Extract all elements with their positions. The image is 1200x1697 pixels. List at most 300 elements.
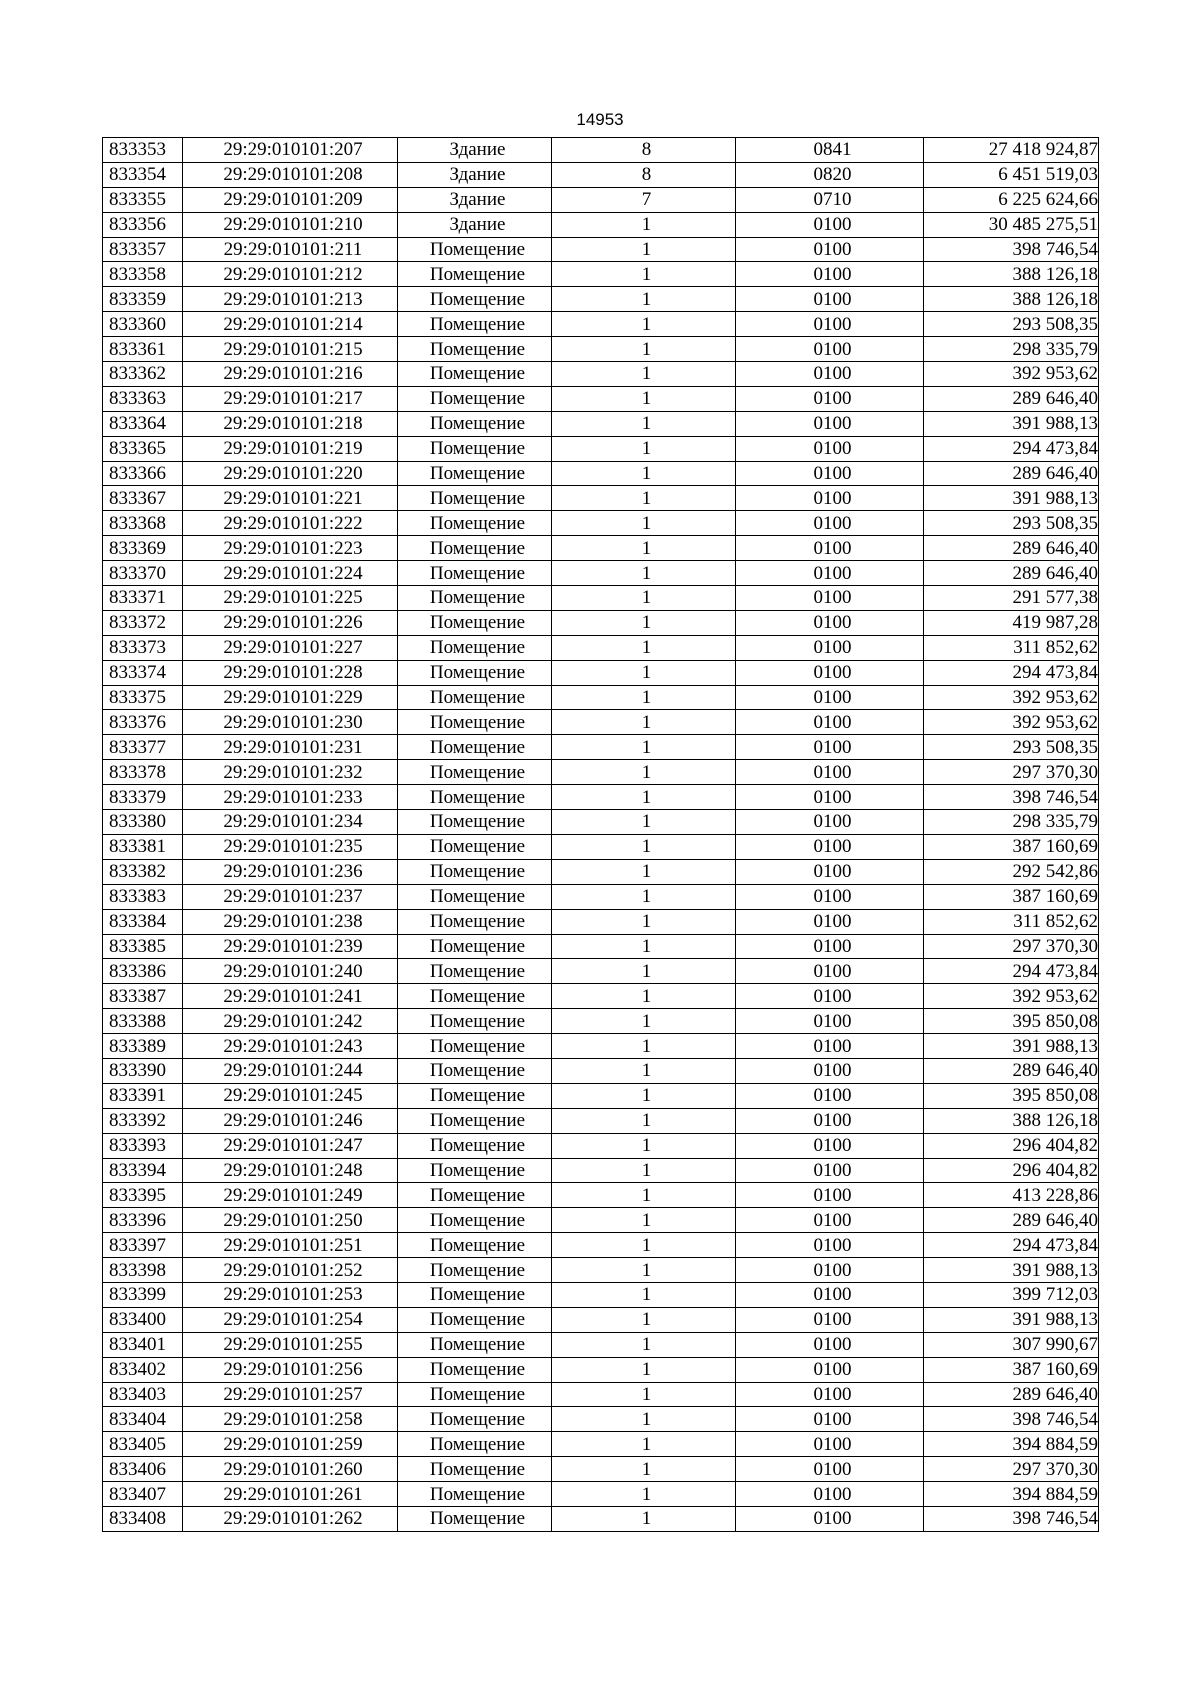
- cadastral-number-cell: 29:29:010101:258: [183, 1407, 398, 1432]
- table-row: [103, 1482, 1099, 1507]
- cadastral-value-cell: 296 404,82: [924, 1133, 1099, 1158]
- row-number-cell: 833371: [103, 586, 183, 611]
- floor-count-cell: 1: [552, 660, 736, 685]
- cadastral-number-cell: 29:29:010101:251: [183, 1233, 398, 1258]
- row-number-cell: 833404: [103, 1407, 183, 1432]
- cadastral-number-cell: 29:29:010101:238: [183, 909, 398, 934]
- floor-count-cell: 1: [552, 1034, 736, 1059]
- table-row: [103, 511, 1099, 536]
- cadastral-number-cell: 29:29:010101:225: [183, 586, 398, 611]
- floor-count-cell: 1: [552, 586, 736, 611]
- floor-count-cell: 1: [552, 1482, 736, 1507]
- object-type-cell: Помещение: [398, 735, 552, 760]
- cadastral-number-cell: 29:29:010101:232: [183, 760, 398, 785]
- cadastral-number-cell: 29:29:010101:229: [183, 685, 398, 710]
- object-type-cell: Помещение: [398, 1183, 552, 1208]
- floor-count-cell: 1: [552, 1208, 736, 1233]
- floor-count-cell: 1: [552, 486, 736, 511]
- object-type-cell: Помещение: [398, 1158, 552, 1183]
- purpose-code-cell: 0100: [736, 1009, 924, 1034]
- table-row: [103, 1233, 1099, 1258]
- table-row: [103, 785, 1099, 810]
- object-type-cell: Помещение: [398, 1258, 552, 1283]
- row-number-cell: 833392: [103, 1108, 183, 1133]
- table-row: [103, 735, 1099, 760]
- purpose-code-cell: 0100: [736, 959, 924, 984]
- object-type-cell: Помещение: [398, 1382, 552, 1407]
- row-number-cell: 833366: [103, 461, 183, 486]
- object-type-cell: Помещение: [398, 1009, 552, 1034]
- row-number-cell: 833403: [103, 1382, 183, 1407]
- table-row: [103, 362, 1099, 387]
- table-row: [103, 834, 1099, 859]
- cadastral-value-cell: 388 126,18: [924, 287, 1099, 312]
- cadastral-value-cell: 387 160,69: [924, 1357, 1099, 1382]
- purpose-code-cell: 0100: [736, 337, 924, 362]
- object-type-cell: Помещение: [398, 1482, 552, 1507]
- registry-table-body: [103, 138, 1099, 1532]
- purpose-code-cell: 0100: [736, 386, 924, 411]
- row-number-cell: 833357: [103, 237, 183, 262]
- cadastral-value-cell: 387 160,69: [924, 834, 1099, 859]
- purpose-code-cell: 0100: [736, 1258, 924, 1283]
- table-row: [103, 635, 1099, 660]
- cadastral-number-cell: 29:29:010101:210: [183, 212, 398, 237]
- row-number-cell: 833384: [103, 909, 183, 934]
- purpose-code-cell: 0100: [736, 461, 924, 486]
- table-row: [103, 1083, 1099, 1108]
- object-type-cell: Помещение: [398, 1307, 552, 1332]
- row-number-cell: 833354: [103, 162, 183, 187]
- object-type-cell: Помещение: [398, 411, 552, 436]
- purpose-code-cell: 0100: [736, 312, 924, 337]
- cadastral-number-cell: 29:29:010101:259: [183, 1432, 398, 1457]
- cadastral-number-cell: 29:29:010101:244: [183, 1058, 398, 1083]
- table-row: [103, 536, 1099, 561]
- cadastral-number-cell: 29:29:010101:207: [183, 138, 398, 163]
- table-row: [103, 1133, 1099, 1158]
- row-number-cell: 833385: [103, 934, 183, 959]
- floor-count-cell: 1: [552, 934, 736, 959]
- purpose-code-cell: 0100: [736, 1158, 924, 1183]
- object-type-cell: Помещение: [398, 1332, 552, 1357]
- floor-count-cell: 1: [552, 1233, 736, 1258]
- row-number-cell: 833376: [103, 710, 183, 735]
- cadastral-value-cell: 311 852,62: [924, 909, 1099, 934]
- row-number-cell: 833400: [103, 1307, 183, 1332]
- floor-count-cell: 1: [552, 511, 736, 536]
- floor-count-cell: 1: [552, 1258, 736, 1283]
- cadastral-value-cell: 291 577,38: [924, 586, 1099, 611]
- object-type-cell: Помещение: [398, 1357, 552, 1382]
- row-number-cell: 833407: [103, 1482, 183, 1507]
- purpose-code-cell: 0710: [736, 187, 924, 212]
- row-number-cell: 833393: [103, 1133, 183, 1158]
- row-number-cell: 833353: [103, 138, 183, 163]
- cadastral-value-cell: 294 473,84: [924, 1233, 1099, 1258]
- cadastral-value-cell: 296 404,82: [924, 1158, 1099, 1183]
- row-number-cell: 833389: [103, 1034, 183, 1059]
- object-type-cell: Помещение: [398, 610, 552, 635]
- cadastral-number-cell: 29:29:010101:236: [183, 859, 398, 884]
- floor-count-cell: 1: [552, 760, 736, 785]
- cadastral-value-cell: 398 746,54: [924, 785, 1099, 810]
- object-type-cell: Помещение: [398, 287, 552, 312]
- cadastral-number-cell: 29:29:010101:260: [183, 1457, 398, 1482]
- cadastral-number-cell: 29:29:010101:240: [183, 959, 398, 984]
- row-number-cell: 833364: [103, 411, 183, 436]
- table-row: [103, 486, 1099, 511]
- table-row: [103, 312, 1099, 337]
- table-row: [103, 1407, 1099, 1432]
- cadastral-number-cell: 29:29:010101:254: [183, 1307, 398, 1332]
- cadastral-number-cell: 29:29:010101:211: [183, 237, 398, 262]
- floor-count-cell: 1: [552, 262, 736, 287]
- table-row: [103, 1183, 1099, 1208]
- object-type-cell: Помещение: [398, 710, 552, 735]
- cadastral-value-cell: 395 850,08: [924, 1083, 1099, 1108]
- row-number-cell: 833380: [103, 810, 183, 835]
- purpose-code-cell: 0100: [736, 1108, 924, 1133]
- floor-count-cell: 1: [552, 909, 736, 934]
- cadastral-value-cell: 307 990,67: [924, 1332, 1099, 1357]
- table-row: [103, 337, 1099, 362]
- table-row: [103, 859, 1099, 884]
- page-number: 14953: [576, 110, 624, 129]
- purpose-code-cell: 0100: [736, 909, 924, 934]
- floor-count-cell: 1: [552, 1407, 736, 1432]
- object-type-cell: Помещение: [398, 1282, 552, 1307]
- table-row: [103, 1058, 1099, 1083]
- cadastral-number-cell: 29:29:010101:218: [183, 411, 398, 436]
- table-row: [103, 1208, 1099, 1233]
- purpose-code-cell: 0100: [736, 1208, 924, 1233]
- object-type-cell: Помещение: [398, 1034, 552, 1059]
- floor-count-cell: 1: [552, 635, 736, 660]
- object-type-cell: Помещение: [398, 1083, 552, 1108]
- purpose-code-cell: 0100: [736, 362, 924, 387]
- floor-count-cell: 1: [552, 1158, 736, 1183]
- table-row: [103, 436, 1099, 461]
- cadastral-value-cell: 289 646,40: [924, 461, 1099, 486]
- table-row: [103, 1282, 1099, 1307]
- cadastral-value-cell: 293 508,35: [924, 511, 1099, 536]
- purpose-code-cell: 0100: [736, 436, 924, 461]
- table-row: [103, 162, 1099, 187]
- row-number-cell: 833378: [103, 760, 183, 785]
- floor-count-cell: 1: [552, 561, 736, 586]
- purpose-code-cell: 0100: [736, 934, 924, 959]
- cadastral-number-cell: 29:29:010101:239: [183, 934, 398, 959]
- floor-count-cell: 1: [552, 386, 736, 411]
- table-row: [103, 984, 1099, 1009]
- cadastral-value-cell: 6 451 519,03: [924, 162, 1099, 187]
- purpose-code-cell: 0100: [736, 635, 924, 660]
- cadastral-number-cell: 29:29:010101:212: [183, 262, 398, 287]
- cadastral-number-cell: 29:29:010101:242: [183, 1009, 398, 1034]
- row-number-cell: 833405: [103, 1432, 183, 1457]
- table-row: [103, 1108, 1099, 1133]
- table-row: [103, 237, 1099, 262]
- table-row: [103, 586, 1099, 611]
- table-row: [103, 660, 1099, 685]
- cadastral-value-cell: 294 473,84: [924, 660, 1099, 685]
- cadastral-number-cell: 29:29:010101:209: [183, 187, 398, 212]
- floor-count-cell: 1: [552, 1183, 736, 1208]
- cadastral-value-cell: 392 953,62: [924, 685, 1099, 710]
- row-number-cell: 833399: [103, 1282, 183, 1307]
- row-number-cell: 833373: [103, 635, 183, 660]
- object-type-cell: Помещение: [398, 1432, 552, 1457]
- row-number-cell: 833358: [103, 262, 183, 287]
- cadastral-value-cell: 6 225 624,66: [924, 187, 1099, 212]
- row-number-cell: 833396: [103, 1208, 183, 1233]
- row-number-cell: 833374: [103, 660, 183, 685]
- table-row: [103, 262, 1099, 287]
- row-number-cell: 833383: [103, 884, 183, 909]
- cadastral-value-cell: 398 746,54: [924, 1506, 1099, 1531]
- cadastral-value-cell: 297 370,30: [924, 760, 1099, 785]
- table-row: [103, 187, 1099, 212]
- floor-count-cell: 8: [552, 162, 736, 187]
- table-row: [103, 461, 1099, 486]
- purpose-code-cell: 0100: [736, 262, 924, 287]
- purpose-code-cell: 0841: [736, 138, 924, 163]
- table-row: [103, 909, 1099, 934]
- object-type-cell: Здание: [398, 187, 552, 212]
- cadastral-number-cell: 29:29:010101:221: [183, 486, 398, 511]
- object-type-cell: Помещение: [398, 386, 552, 411]
- cadastral-number-cell: 29:29:010101:247: [183, 1133, 398, 1158]
- purpose-code-cell: 0100: [736, 884, 924, 909]
- row-number-cell: 833381: [103, 834, 183, 859]
- cadastral-value-cell: 298 335,79: [924, 810, 1099, 835]
- table-row: [103, 685, 1099, 710]
- object-type-cell: Помещение: [398, 1457, 552, 1482]
- floor-count-cell: 1: [552, 735, 736, 760]
- floor-count-cell: 1: [552, 1083, 736, 1108]
- cadastral-number-cell: 29:29:010101:252: [183, 1258, 398, 1283]
- floor-count-cell: 1: [552, 1457, 736, 1482]
- object-type-cell: Помещение: [398, 586, 552, 611]
- row-number-cell: 833394: [103, 1158, 183, 1183]
- row-number-cell: 833408: [103, 1506, 183, 1531]
- table-row: [103, 561, 1099, 586]
- purpose-code-cell: 0100: [736, 1083, 924, 1108]
- cadastral-value-cell: 297 370,30: [924, 1457, 1099, 1482]
- row-number-cell: 833406: [103, 1457, 183, 1482]
- table-row: [103, 1307, 1099, 1332]
- floor-count-cell: 1: [552, 785, 736, 810]
- purpose-code-cell: 0100: [736, 1133, 924, 1158]
- cadastral-value-cell: 398 746,54: [924, 1407, 1099, 1432]
- cadastral-number-cell: 29:29:010101:248: [183, 1158, 398, 1183]
- object-type-cell: Помещение: [398, 834, 552, 859]
- row-number-cell: 833362: [103, 362, 183, 387]
- row-number-cell: 833355: [103, 187, 183, 212]
- table-row: [103, 710, 1099, 735]
- floor-count-cell: 1: [552, 312, 736, 337]
- cadastral-value-cell: 293 508,35: [924, 735, 1099, 760]
- object-type-cell: Помещение: [398, 785, 552, 810]
- floor-count-cell: 1: [552, 337, 736, 362]
- cadastral-number-cell: 29:29:010101:216: [183, 362, 398, 387]
- cadastral-value-cell: 419 987,28: [924, 610, 1099, 635]
- cadastral-value-cell: 394 884,59: [924, 1482, 1099, 1507]
- floor-count-cell: 1: [552, 411, 736, 436]
- cadastral-value-cell: 289 646,40: [924, 386, 1099, 411]
- purpose-code-cell: 0100: [736, 785, 924, 810]
- cadastral-value-cell: 398 746,54: [924, 237, 1099, 262]
- row-number-cell: 833386: [103, 959, 183, 984]
- object-type-cell: Помещение: [398, 1058, 552, 1083]
- registry-table: [102, 137, 1099, 1532]
- floor-count-cell: 1: [552, 959, 736, 984]
- purpose-code-cell: 0100: [736, 1183, 924, 1208]
- purpose-code-cell: 0100: [736, 859, 924, 884]
- row-number-cell: 833395: [103, 1183, 183, 1208]
- object-type-cell: Здание: [398, 162, 552, 187]
- row-number-cell: 833382: [103, 859, 183, 884]
- floor-count-cell: 1: [552, 1506, 736, 1531]
- object-type-cell: Помещение: [398, 1108, 552, 1133]
- floor-count-cell: 1: [552, 1357, 736, 1382]
- floor-count-cell: 1: [552, 834, 736, 859]
- floor-count-cell: 1: [552, 884, 736, 909]
- object-type-cell: Помещение: [398, 635, 552, 660]
- cadastral-number-cell: 29:29:010101:220: [183, 461, 398, 486]
- table-row: [103, 1382, 1099, 1407]
- table-row: [103, 1357, 1099, 1382]
- cadastral-number-cell: 29:29:010101:246: [183, 1108, 398, 1133]
- purpose-code-cell: 0100: [736, 1482, 924, 1507]
- object-type-cell: Помещение: [398, 561, 552, 586]
- row-number-cell: 833391: [103, 1083, 183, 1108]
- table-row: [103, 138, 1099, 163]
- cadastral-number-cell: 29:29:010101:241: [183, 984, 398, 1009]
- object-type-cell: Помещение: [398, 461, 552, 486]
- cadastral-number-cell: 29:29:010101:243: [183, 1034, 398, 1059]
- table-row: [103, 1034, 1099, 1059]
- cadastral-number-cell: 29:29:010101:214: [183, 312, 398, 337]
- object-type-cell: Помещение: [398, 511, 552, 536]
- cadastral-number-cell: 29:29:010101:257: [183, 1382, 398, 1407]
- row-number-cell: 833370: [103, 561, 183, 586]
- floor-count-cell: 1: [552, 984, 736, 1009]
- floor-count-cell: 1: [552, 859, 736, 884]
- object-type-cell: Здание: [398, 138, 552, 163]
- purpose-code-cell: 0100: [736, 1432, 924, 1457]
- table-row: [103, 934, 1099, 959]
- object-type-cell: Помещение: [398, 1233, 552, 1258]
- cadastral-value-cell: 294 473,84: [924, 436, 1099, 461]
- cadastral-value-cell: 388 126,18: [924, 262, 1099, 287]
- purpose-code-cell: 0100: [736, 1332, 924, 1357]
- cadastral-number-cell: 29:29:010101:231: [183, 735, 398, 760]
- row-number-cell: 833369: [103, 536, 183, 561]
- table-row: [103, 1432, 1099, 1457]
- row-number-cell: 833388: [103, 1009, 183, 1034]
- object-type-cell: Помещение: [398, 934, 552, 959]
- purpose-code-cell: 0100: [736, 760, 924, 785]
- purpose-code-cell: 0100: [736, 660, 924, 685]
- floor-count-cell: 1: [552, 710, 736, 735]
- cadastral-value-cell: 399 712,03: [924, 1282, 1099, 1307]
- purpose-code-cell: 0100: [736, 586, 924, 611]
- row-number-cell: 833361: [103, 337, 183, 362]
- cadastral-number-cell: 29:29:010101:249: [183, 1183, 398, 1208]
- table-row: [103, 1158, 1099, 1183]
- purpose-code-cell: 0820: [736, 162, 924, 187]
- purpose-code-cell: 0100: [736, 984, 924, 1009]
- floor-count-cell: 1: [552, 610, 736, 635]
- purpose-code-cell: 0100: [736, 561, 924, 586]
- purpose-code-cell: 0100: [736, 735, 924, 760]
- cadastral-value-cell: 289 646,40: [924, 1208, 1099, 1233]
- cadastral-number-cell: 29:29:010101:245: [183, 1083, 398, 1108]
- floor-count-cell: 1: [552, 237, 736, 262]
- row-number-cell: 833402: [103, 1357, 183, 1382]
- cadastral-number-cell: 29:29:010101:256: [183, 1357, 398, 1382]
- cadastral-value-cell: 289 646,40: [924, 1382, 1099, 1407]
- table-row: [103, 386, 1099, 411]
- row-number-cell: 833372: [103, 610, 183, 635]
- purpose-code-cell: 0100: [736, 511, 924, 536]
- row-number-cell: 833375: [103, 685, 183, 710]
- floor-count-cell: 1: [552, 362, 736, 387]
- row-number-cell: 833387: [103, 984, 183, 1009]
- table-row: [103, 959, 1099, 984]
- purpose-code-cell: 0100: [736, 1058, 924, 1083]
- cadastral-value-cell: 391 988,13: [924, 486, 1099, 511]
- purpose-code-cell: 0100: [736, 1506, 924, 1531]
- cadastral-value-cell: 395 850,08: [924, 1009, 1099, 1034]
- cadastral-value-cell: 388 126,18: [924, 1108, 1099, 1133]
- floor-count-cell: 1: [552, 436, 736, 461]
- object-type-cell: Помещение: [398, 362, 552, 387]
- cadastral-value-cell: 289 646,40: [924, 1058, 1099, 1083]
- cadastral-number-cell: 29:29:010101:237: [183, 884, 398, 909]
- cadastral-value-cell: 392 953,62: [924, 362, 1099, 387]
- cadastral-number-cell: 29:29:010101:215: [183, 337, 398, 362]
- object-type-cell: Помещение: [398, 436, 552, 461]
- cadastral-number-cell: 29:29:010101:234: [183, 810, 398, 835]
- cadastral-value-cell: 30 485 275,51: [924, 212, 1099, 237]
- cadastral-number-cell: 29:29:010101:228: [183, 660, 398, 685]
- object-type-cell: Помещение: [398, 312, 552, 337]
- floor-count-cell: 1: [552, 1307, 736, 1332]
- cadastral-value-cell: 297 370,30: [924, 934, 1099, 959]
- object-type-cell: Помещение: [398, 859, 552, 884]
- purpose-code-cell: 0100: [736, 1307, 924, 1332]
- cadastral-value-cell: 413 228,86: [924, 1183, 1099, 1208]
- purpose-code-cell: 0100: [736, 1407, 924, 1432]
- cadastral-value-cell: 292 542,86: [924, 859, 1099, 884]
- object-type-cell: Помещение: [398, 1208, 552, 1233]
- cadastral-number-cell: 29:29:010101:233: [183, 785, 398, 810]
- cadastral-number-cell: 29:29:010101:261: [183, 1482, 398, 1507]
- object-type-cell: Помещение: [398, 685, 552, 710]
- table-row: [103, 610, 1099, 635]
- cadastral-number-cell: 29:29:010101:217: [183, 386, 398, 411]
- floor-count-cell: 1: [552, 810, 736, 835]
- row-number-cell: 833363: [103, 386, 183, 411]
- row-number-cell: 833377: [103, 735, 183, 760]
- object-type-cell: Помещение: [398, 810, 552, 835]
- purpose-code-cell: 0100: [736, 237, 924, 262]
- row-number-cell: 833359: [103, 287, 183, 312]
- cadastral-value-cell: 289 646,40: [924, 561, 1099, 586]
